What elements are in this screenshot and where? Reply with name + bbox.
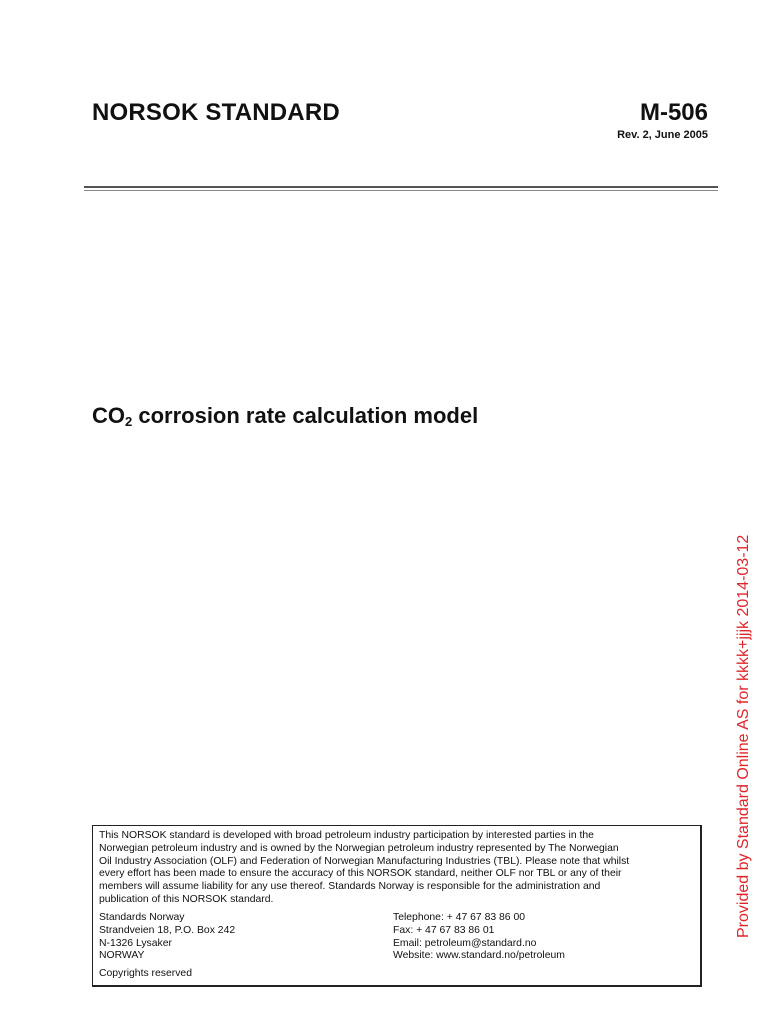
notice-line: This NORSOK standard is developed with broad petroleum industry participation by interested parties in the — [99, 830, 594, 841]
provider-watermark: Provided by Standard Online AS for kkkk+jjjk 2014-03-12 — [735, 534, 752, 938]
header-divider-thin — [84, 190, 718, 191]
email: Email: petroleum@standard.no — [393, 937, 537, 949]
address-line: Standards Norway — [99, 912, 185, 923]
notice-line: every effort has been made to ensure the accuracy of this NORSOK standard, neither OLF nor TBL or any of their — [99, 868, 622, 880]
standard-title: NORSOK STANDARD — [92, 99, 340, 126]
address-line: NORWAY — [99, 950, 145, 962]
header-divider — [84, 186, 718, 188]
address-line: N-1326 Lysaker — [99, 937, 172, 949]
postal-address — [99, 912, 235, 963]
document-title-prefix: CO — [92, 403, 125, 428]
notice-line: members will assume liability for any use thereof. Standards Norway is responsible for the administration and — [99, 881, 601, 893]
standard-number: M-506 — [639, 99, 708, 126]
address-line: Strandveien 18, P.O. Box 242 — [99, 924, 236, 936]
website: Website: www.standard.no/petroleum — [393, 950, 565, 962]
revision-date: Rev. 2, June 2005 — [617, 129, 708, 141]
document-title-suffix: corrosion rate calculation model — [132, 403, 479, 428]
notice-line: Norwegian petroleum industry and is owned by the Norwegian petroleum industry represented by The Norwegian — [99, 842, 619, 854]
document-title-subscript: 2 — [125, 414, 133, 429]
telephone: Telephone: + 47 67 83 86 00 — [393, 912, 526, 923]
copyright-notice: Copyrights reserved — [99, 968, 192, 979]
contact-details — [393, 912, 565, 963]
notice-line: Oil Industry Association (OLF) and Federation of Norwegian Manufacturing Industries (TBL). Please note that whilst — [99, 855, 630, 867]
notice-line: publication of this NORSOK standard. — [99, 893, 274, 905]
notice-box — [92, 825, 702, 987]
notice-paragraph — [99, 830, 689, 907]
fax: Fax: + 47 67 83 86 01 — [393, 924, 495, 936]
document-title — [92, 403, 478, 429]
